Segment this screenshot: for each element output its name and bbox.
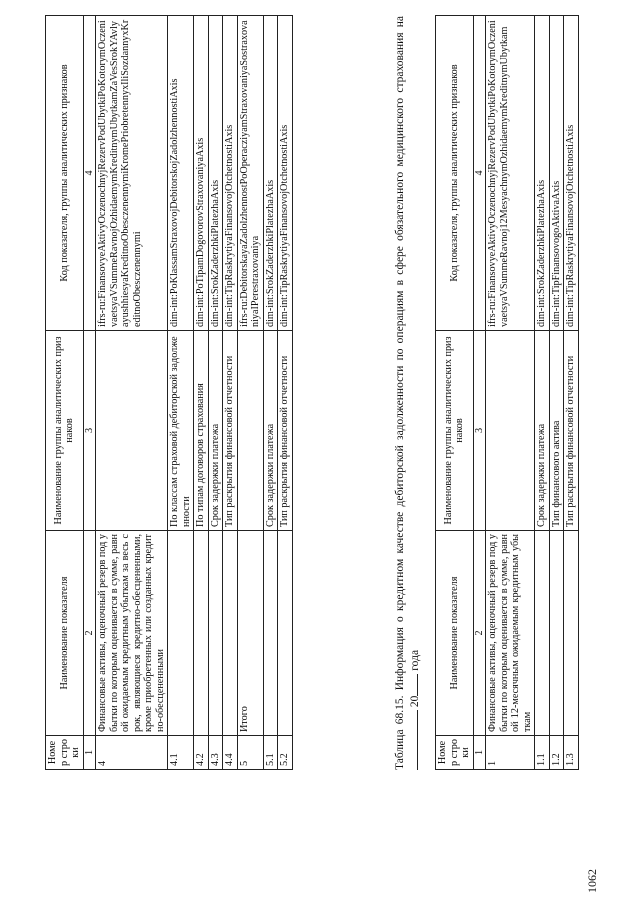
table-row: [223, 16, 238, 770]
row-number: 4.3: [208, 736, 223, 770]
page-number: 1062: [585, 869, 599, 893]
header-row-number: Номер строки: [46, 736, 84, 770]
table-header-row: [436, 16, 474, 770]
row-number: 4: [96, 736, 168, 770]
table-row: [564, 16, 579, 770]
column-number: 4: [83, 16, 96, 331]
group-name: Срок задержки платежа: [263, 331, 278, 531]
column-number: 4: [473, 16, 486, 331]
table-caption: [393, 16, 422, 770]
indicator-name: [549, 531, 564, 736]
group-name: Тип раскрытия финансовой отчетности: [223, 331, 238, 531]
row-number: 4.4: [223, 736, 238, 770]
table-68-14-continued: [45, 15, 293, 770]
column-number: 3: [83, 331, 96, 531]
indicator-code: dim-int:SrokZaderzhkiPlatezhaAxis: [263, 16, 278, 331]
indicator-code: dim-int:TipFinansovogoAktivaAxis: [549, 16, 564, 331]
indicator-code: ifrs-ru:FinansovyeAktivyOczenochnyjRezervPodUbytkiPoKotorymOczenivaetsyaVSummeRavnoj12MesyachnymOzhidaemymKreditnymUbytkam: [486, 16, 535, 331]
header-row-number: Номер строки: [436, 736, 474, 770]
indicator-name: [194, 531, 209, 736]
group-name: По типам договоров страхования: [194, 331, 209, 531]
group-name: Срок задержки платежа: [208, 331, 223, 531]
group-name: Срок задержки платежа: [535, 331, 550, 531]
indicator-code: ifrs-ru:DebitorskayaZadolzhennostPoOperacziyamStraxovaniyaSostraxovaniyaIPerestraxovaniya: [237, 16, 263, 331]
column-number: 1: [473, 736, 486, 770]
table-row: [535, 16, 550, 770]
table-row: [96, 16, 168, 770]
indicator-code: dim-int:PoTipamDogovorovStraxovaniyaAxis: [194, 16, 209, 331]
year-blank: [407, 674, 418, 696]
indicator-name: [208, 531, 223, 736]
column-number: 2: [473, 531, 486, 736]
indicator-code: dim-int:SrokZaderzhkiPlatezhaAxis: [208, 16, 223, 331]
indicator-name: [278, 531, 293, 736]
table-header-row: [46, 16, 84, 770]
group-name: Тип финансового актива: [549, 331, 564, 531]
group-name: [486, 331, 535, 531]
header-group-name: Наименование группы аналитических признаков: [436, 331, 474, 531]
column-number: 1: [83, 736, 96, 770]
row-number: 1.3: [564, 736, 579, 770]
table-row: [237, 16, 263, 770]
row-number: 4.2: [194, 736, 209, 770]
header-group-name: Наименование группы аналитических признаков: [46, 331, 84, 531]
indicator-code: dim-int:TipRaskrytiyaFinansovojOtchetnostiAxis: [564, 16, 579, 331]
row-number: 4.1: [168, 736, 194, 770]
row-number: 1.1: [535, 736, 550, 770]
indicator-name: Финансовые активы, оценочный резерв под убытки по которым оценивается в сумме, равной ожидаемым кредитным убыткам за весь срок, являющиеся кредитно-обесцененными, кроме приобретенных или созданных кредитно-обесцененными: [96, 531, 168, 736]
group-name: [96, 331, 168, 531]
row-number: 5: [237, 736, 263, 770]
indicator-name: [535, 531, 550, 736]
header-code: Код показателя, группы аналитических признаков: [46, 16, 84, 331]
caption-text: Таблица 68.15. Информация о кредитном качестве дебиторской задолженности по операциям в сфере обязательного медицинского страхования на: [394, 16, 406, 770]
column-number: 2: [83, 531, 96, 736]
row-number: 5.2: [278, 736, 293, 770]
indicator-name: [263, 531, 278, 736]
header-indicator-name: Наименование показателя: [436, 531, 474, 736]
header-indicator-name: Наименование показателя: [46, 531, 84, 736]
row-number: 1.2: [549, 736, 564, 770]
indicator-code: dim-int:SrokZaderzhkiPlatezhaAxis: [535, 16, 550, 331]
table-row: [194, 16, 209, 770]
indicator-code: dim-int:PoKlassamStraxovojDebitorskojZadolzhennostiAxis: [168, 16, 194, 331]
column-number-row: [83, 16, 96, 770]
table-row: [263, 16, 278, 770]
indicator-code: dim-int:TipRaskrytiyaFinansovojOtchetnostiAxis: [223, 16, 238, 331]
table-68-15: [435, 15, 579, 770]
group-name: Тип раскрытия финансовой отчетности: [278, 331, 293, 531]
group-name: По классам страховой дебиторской задолженности: [168, 331, 194, 531]
header-code: Код показателя, группы аналитических признаков: [436, 16, 474, 331]
indicator-name: [168, 531, 194, 736]
table-row: [168, 16, 194, 770]
row-number: 5.1: [263, 736, 278, 770]
column-number: 3: [473, 331, 486, 531]
indicator-code: dim-int:TipRaskrytiyaFinansovojOtchetnostiAxis: [278, 16, 293, 331]
table-row: [208, 16, 223, 770]
caption-suffix: года: [409, 649, 421, 671]
indicator-name: [223, 531, 238, 736]
indicator-name: Финансовые активы, оценочный резерв под убытки по которым оценивается в сумме, равной 12-месячным ожидаемым кредитным убыткам: [486, 531, 535, 736]
row-number: 1: [486, 736, 535, 770]
caption-year-prefix: 20: [409, 695, 421, 708]
column-number-row: [473, 16, 486, 770]
group-name: Тип раскрытия финансовой отчетности: [564, 331, 579, 531]
table-row: [486, 16, 535, 770]
table-row: [278, 16, 293, 770]
group-name: [237, 331, 263, 531]
date-blank: [407, 710, 418, 770]
indicator-name: Итого: [237, 531, 263, 736]
table-row: [549, 16, 564, 770]
indicator-name: [564, 531, 579, 736]
indicator-code: ifrs-ru:FinansovyeAktivyOczenochnyjRezervPodUbytkiPoKotorymOczenivaetsyaVSummeRavnojOzhidaemymKreditnymUbytkamZaVesSrokYAvlyayushhiesyaKreditnoObesczenennymiKromePriobretennyxIliSozdannyxKreditnoObesczenennymi: [96, 16, 168, 331]
